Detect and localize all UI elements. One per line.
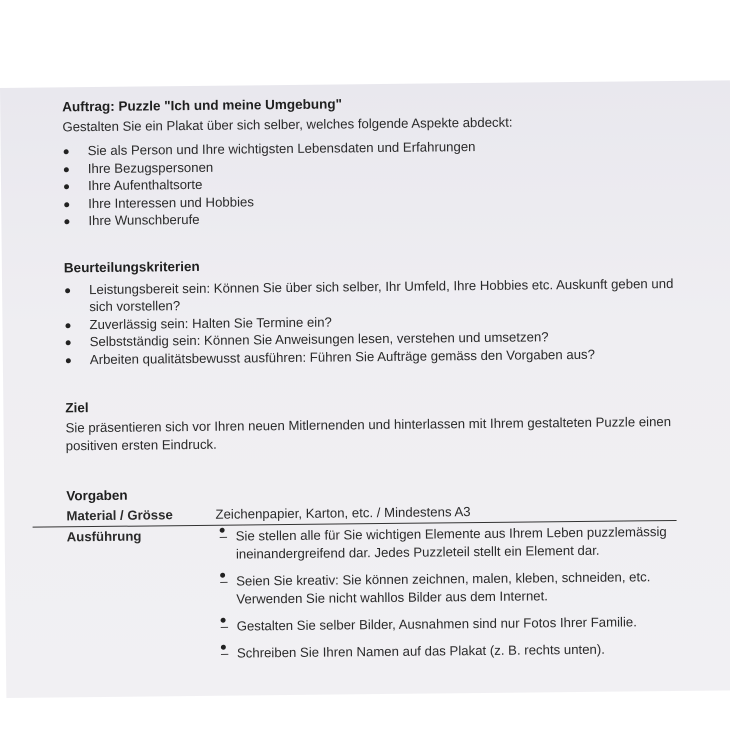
list-item: – Sie stellen alle für Sie wichtigen Elemente aus Ihrem Leben puzzlemässig ineinandergreifend dar. Jedes Puzzleteil stellt ein Element dar. <box>216 523 674 564</box>
list-item: Leistungsbereit sein: Können Sie über sich selber, Ihr Umfeld, Ihre Hobbies etc. Auskunft geben und sich vorstellen? <box>64 274 674 315</box>
material-value: Zeichenpapier, Karton, etc. / Mindestens A3 <box>215 504 471 522</box>
list-item: – Seien Sie kreativ: Sie können zeichnen, malen, kleben, schneiden, etc. Verwenden Sie nicht wahllos Bilder aus dem Internet. <box>216 568 674 609</box>
list-item: Ihre Interessen und Hobbies <box>63 188 673 212</box>
list-item: Ihre Aufenthaltsorte <box>63 171 673 195</box>
beurteilung-list <box>64 274 675 368</box>
list-item: Sie als Person und Ihre wichtigsten Lebensdaten und Erfahrungen <box>63 136 673 160</box>
auftrag-heading: Auftrag: Puzzle "Ich und meine Umgebung" <box>62 96 343 115</box>
ausfuehrung-row <box>33 521 678 674</box>
beurteilung-heading: Beurteilungskriterien <box>63 258 200 275</box>
ziel-text: Sie präsentieren sich vor Ihren neuen Mitlernenden und hinterlassen mit Ihrem gestalteten Puzzle einen positiven ersten Eindruck. <box>65 413 672 454</box>
ziel-heading: Ziel <box>65 400 89 416</box>
ausfuehrung-label: Ausführung <box>66 528 142 545</box>
list-item: Arbeiten qualitätsbewusst ausführen: Führen Sie Aufträge gemäss den Vorgaben aus? <box>65 344 675 368</box>
list-item: Ihre Wunschberufe <box>63 206 673 230</box>
list-item: Ihre Bezugspersonen <box>63 153 673 177</box>
auftrag-intro: Gestalten Sie ein Plakat über sich selber, welches folgende Aspekte abdeckt: <box>62 114 513 135</box>
ausfuehrung-list <box>216 523 675 672</box>
document-content <box>62 93 678 673</box>
list-item: – Schreiben Sie Ihren Namen auf das Plakat (z. B. rechts unten). <box>217 640 675 663</box>
document-page <box>0 80 730 698</box>
list-item: – Gestalten Sie selber Bilder, Ausnahmen sind nur Fotos Ihrer Familie. <box>217 613 675 636</box>
list-item: Zuverlässig sein: Halten Sie Termine ein? <box>64 309 674 333</box>
list-item: Selbstständig sein: Können Sie Anweisungen lesen, verstehen und umsetzen? <box>65 327 675 351</box>
vorgaben-heading: Vorgaben <box>66 487 128 504</box>
material-label: Material / Grösse <box>66 507 173 524</box>
auftrag-list <box>63 136 674 230</box>
vorgaben-table <box>32 501 678 674</box>
